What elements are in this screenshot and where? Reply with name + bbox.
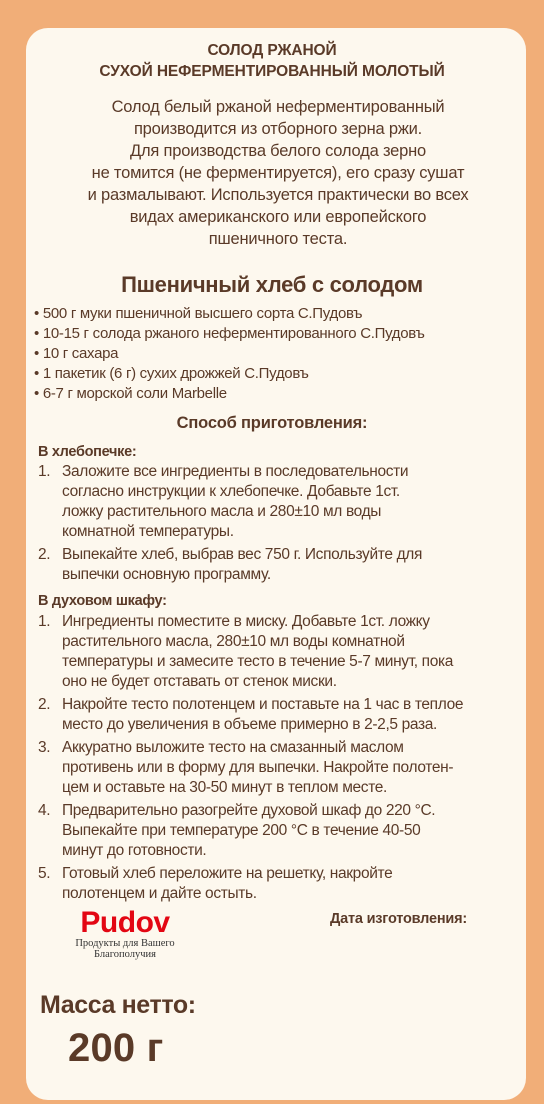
step-item <box>38 801 504 861</box>
step-number: 1. <box>38 613 51 630</box>
ingredient-item: • 1 пакетик (6 г) сухих дрожжей С.Пудовъ <box>34 365 309 382</box>
ingredient-item: • 10-15 г солода ржаного неферментированного С.Пудовъ <box>34 325 425 342</box>
step-line: полотенцем и дайте остыть. <box>62 885 257 902</box>
step-line: Аккуратно выложите тесто на смазанный маслом <box>62 739 404 756</box>
method-title: Способ приготовления: <box>176 414 368 432</box>
step-line: Ингредиенты поместите в миску. Добавьте 1ст. ложку <box>62 613 430 630</box>
step-number: 5. <box>38 865 51 882</box>
step-line: Выпекайте при температуре 200 °С в течение 40-50 <box>62 822 421 839</box>
step-item <box>38 545 504 585</box>
step-line: температуры и замесите тесто в течение 5-7 минут, пока <box>62 653 454 670</box>
step-item <box>38 462 504 542</box>
ingredient-item: • 6-7 г морской соли Marbelle <box>34 385 227 402</box>
title-line: СОЛОД РЖАНОЙ <box>207 42 337 59</box>
step-line: комнатной температуры. <box>62 523 234 540</box>
step-number: 3. <box>38 739 51 756</box>
step-number: 4. <box>38 802 51 819</box>
brand-tagline-line: Благополучия <box>93 949 157 960</box>
manufacture-date-label: Дата изготовления: <box>330 911 467 927</box>
step-line: выпечки основную программу. <box>62 566 271 583</box>
description-line: Для производства белого солода зерно <box>130 142 426 160</box>
recipe-title: Пшеничный хлеб с солодом <box>121 272 423 297</box>
step-number: 2. <box>38 546 51 563</box>
step-line: цем и оставьте на 30-50 минут в теплом месте. <box>62 779 387 796</box>
brand-tagline-line: Продукты для Вашего <box>75 938 175 949</box>
description-line: производится из отборного зерна ржи. <box>133 120 423 138</box>
brand-name: Pudov <box>80 906 170 939</box>
title-line: СУХОЙ НЕФЕРМЕНТИРОВАННЫЙ МОЛОТЫЙ <box>99 63 445 80</box>
step-line: минут до готовности. <box>62 842 207 859</box>
step-item <box>38 864 504 904</box>
step-item <box>38 738 504 798</box>
step-line: Готовый хлеб переложите на решетку, накройте <box>62 865 393 882</box>
step-item <box>38 612 504 692</box>
description-line: и размалывают. Используется практически во всех <box>87 186 469 204</box>
step-line: противень или в форму для выпечки. Накройте полотен- <box>62 759 454 776</box>
step-line: ложку растительного масла и 280±10 мл воды <box>62 503 382 520</box>
step-line: растительного масла, 280±10 мл воды комнатной <box>62 633 405 650</box>
oven-steps <box>38 612 504 907</box>
step-item <box>38 695 504 735</box>
description-line: видах американского или европейского <box>129 208 427 226</box>
ingredient-item: • 500 г муки пшеничной высшего сорта С.Пудовъ <box>34 305 363 322</box>
net-weight-value: 200 г <box>68 1026 164 1070</box>
step-line: Выпекайте хлеб, выбрав вес 750 г. Используйте для <box>62 546 422 563</box>
bread-machine-heading: В хлебопечке: <box>38 444 137 460</box>
product-title <box>0 40 544 82</box>
step-number: 2. <box>38 696 51 713</box>
step-line: оно не будет отставать от стенок миски. <box>62 673 337 690</box>
oven-heading: В духовом шкафу: <box>38 593 167 609</box>
net-weight-label: Масса нетто: <box>40 991 196 1019</box>
description-line: Солод белый ржаной неферментированный <box>111 98 445 116</box>
step-number: 1. <box>38 463 51 480</box>
brand-logo <box>60 907 190 961</box>
product-description <box>18 96 538 250</box>
description-line: пшеничного теста. <box>208 230 348 248</box>
step-line: Заложите все ингредиенты в последовательности <box>62 463 409 480</box>
step-line: место до увеличения в объеме примерно в 2-2,5 раза. <box>62 716 437 733</box>
step-line: Предварительно разогрейте духовой шкаф до 220 °С. <box>62 802 436 819</box>
ingredient-item: • 10 г сахара <box>34 345 119 362</box>
description-line: не томится (не ферментируется), его сразу сушат <box>91 164 465 182</box>
step-line: Накройте тесто полотенцем и поставьте на 1 час в теплое <box>62 696 464 713</box>
ingredient-list <box>34 304 534 404</box>
step-line: согласно инструкции к хлебопечке. Добавьте 1ст. <box>62 483 400 500</box>
bread-machine-steps <box>38 462 504 588</box>
